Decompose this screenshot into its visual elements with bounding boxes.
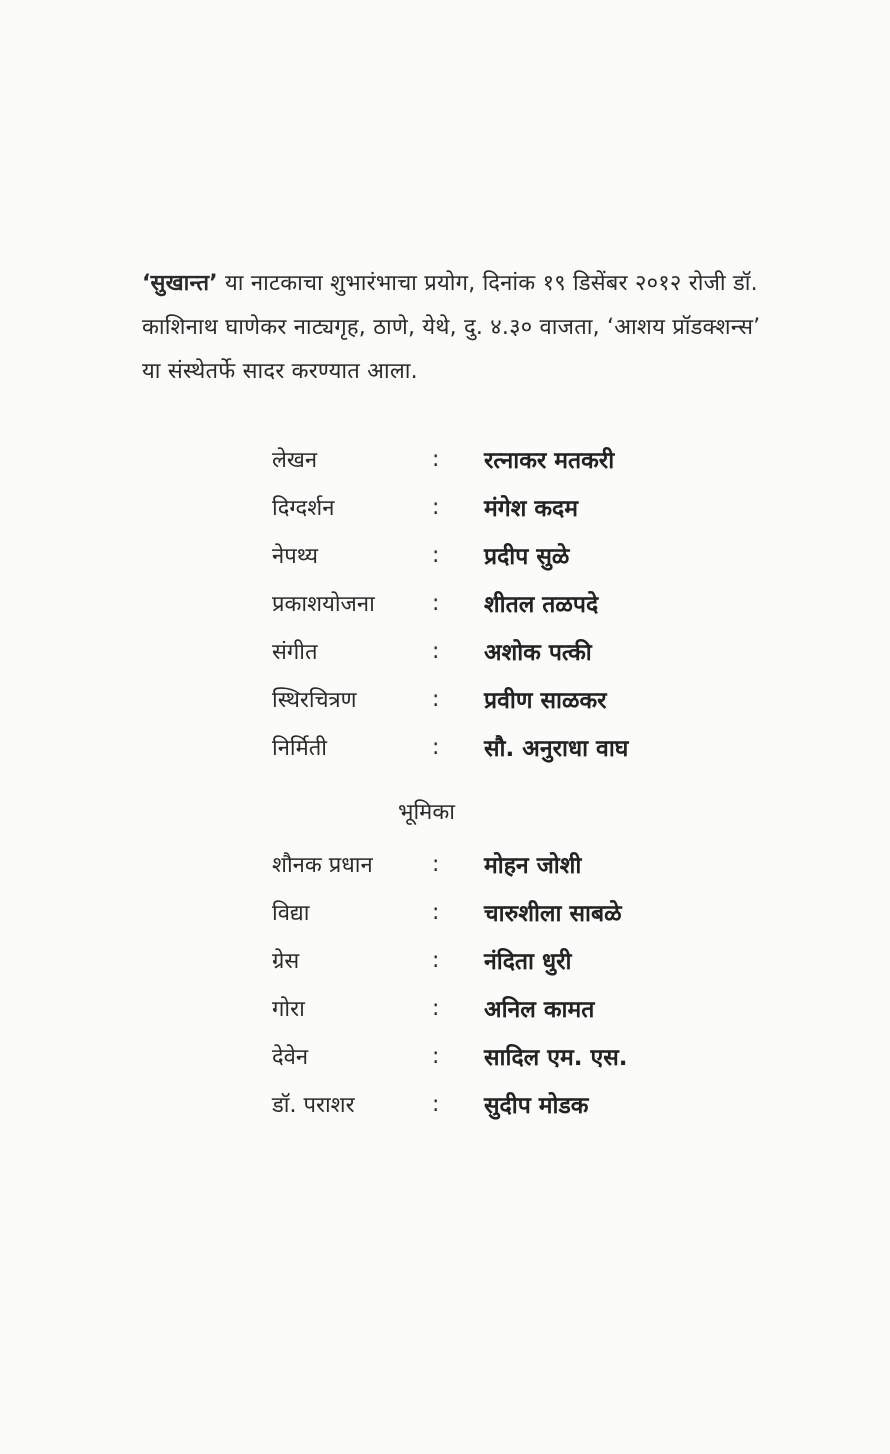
cast-role: विद्या — [272, 901, 310, 926]
cast-name: मोहन जोशी — [484, 853, 582, 879]
cast-row — [272, 936, 772, 984]
credit-role: दिग्दर्शन — [272, 496, 335, 521]
separator: : — [432, 947, 440, 973]
cast-name: चारुशीला साबळे — [484, 901, 622, 927]
credit-row — [272, 435, 772, 483]
credit-role: स्थिरचित्रण — [272, 688, 357, 713]
separator: : — [432, 494, 440, 520]
cast-row — [272, 1032, 772, 1080]
cast-name: सुदीप मोडक — [484, 1093, 589, 1119]
separator: : — [432, 1043, 440, 1069]
cast-heading: भूमिका — [398, 800, 455, 825]
intro-paragraph — [142, 262, 782, 394]
cast-row — [272, 888, 772, 936]
cast-list — [272, 840, 772, 1128]
cast-role: शौनक प्रधान — [272, 853, 373, 878]
cast-role: गोरा — [272, 997, 305, 1022]
credit-row — [272, 627, 772, 675]
separator: : — [432, 899, 440, 925]
credit-name: प्रदीप सुळे — [484, 544, 570, 570]
play-title: ‘सुखान्त’ — [142, 271, 218, 296]
credit-row — [272, 579, 772, 627]
credit-name: अशोक पत्की — [484, 640, 592, 666]
credits-list — [272, 435, 772, 771]
credit-row — [272, 723, 772, 771]
credit-role: लेखन — [272, 448, 318, 473]
cast-name: नंदिता धुरी — [484, 949, 572, 975]
separator: : — [432, 1091, 440, 1117]
credit-role: नेपथ्य — [272, 544, 318, 569]
credit-name: सौ. अनुराधा वाघ — [484, 736, 629, 762]
separator: : — [432, 851, 440, 877]
separator: : — [432, 734, 440, 760]
intro-text: या नाटकाचा शुभारंभाचा प्रयोग, दिनांक १९ डिसेंबर २०१२ रोजी डॉ. काशिनाथ घाणेकर नाट्यगृह, ठाणे, येथे, दु. ४.३० वाजता, ‘आशय प्रॉडक्शन्स’ या संस्थेतर्फे सादर करण्यात आला. — [142, 271, 761, 384]
credit-role: प्रकाशयोजना — [272, 592, 375, 617]
separator: : — [432, 590, 440, 616]
credit-role: निर्मिती — [272, 736, 328, 761]
cast-role: डॉ. पराशर — [272, 1093, 355, 1118]
cast-role: ग्रेस — [272, 949, 300, 974]
cast-role: देवेन — [272, 1045, 309, 1070]
credit-name: शीतल तळपदे — [484, 592, 599, 618]
cast-row — [272, 840, 772, 888]
credit-name: प्रवीण साळकर — [484, 688, 607, 714]
cast-row — [272, 1080, 772, 1128]
separator: : — [432, 542, 440, 568]
cast-row — [272, 984, 772, 1032]
cast-name: सादिल एम. एस. — [484, 1045, 628, 1071]
credit-row — [272, 531, 772, 579]
credit-name: रत्नाकर मतकरी — [484, 448, 615, 474]
credit-name: मंगेश कदम — [484, 496, 578, 522]
separator: : — [432, 446, 440, 472]
cast-name: अनिल कामत — [484, 997, 595, 1023]
separator: : — [432, 638, 440, 664]
separator: : — [432, 995, 440, 1021]
credit-role: संगीत — [272, 640, 318, 665]
credit-row — [272, 675, 772, 723]
credit-row — [272, 483, 772, 531]
separator: : — [432, 686, 440, 712]
